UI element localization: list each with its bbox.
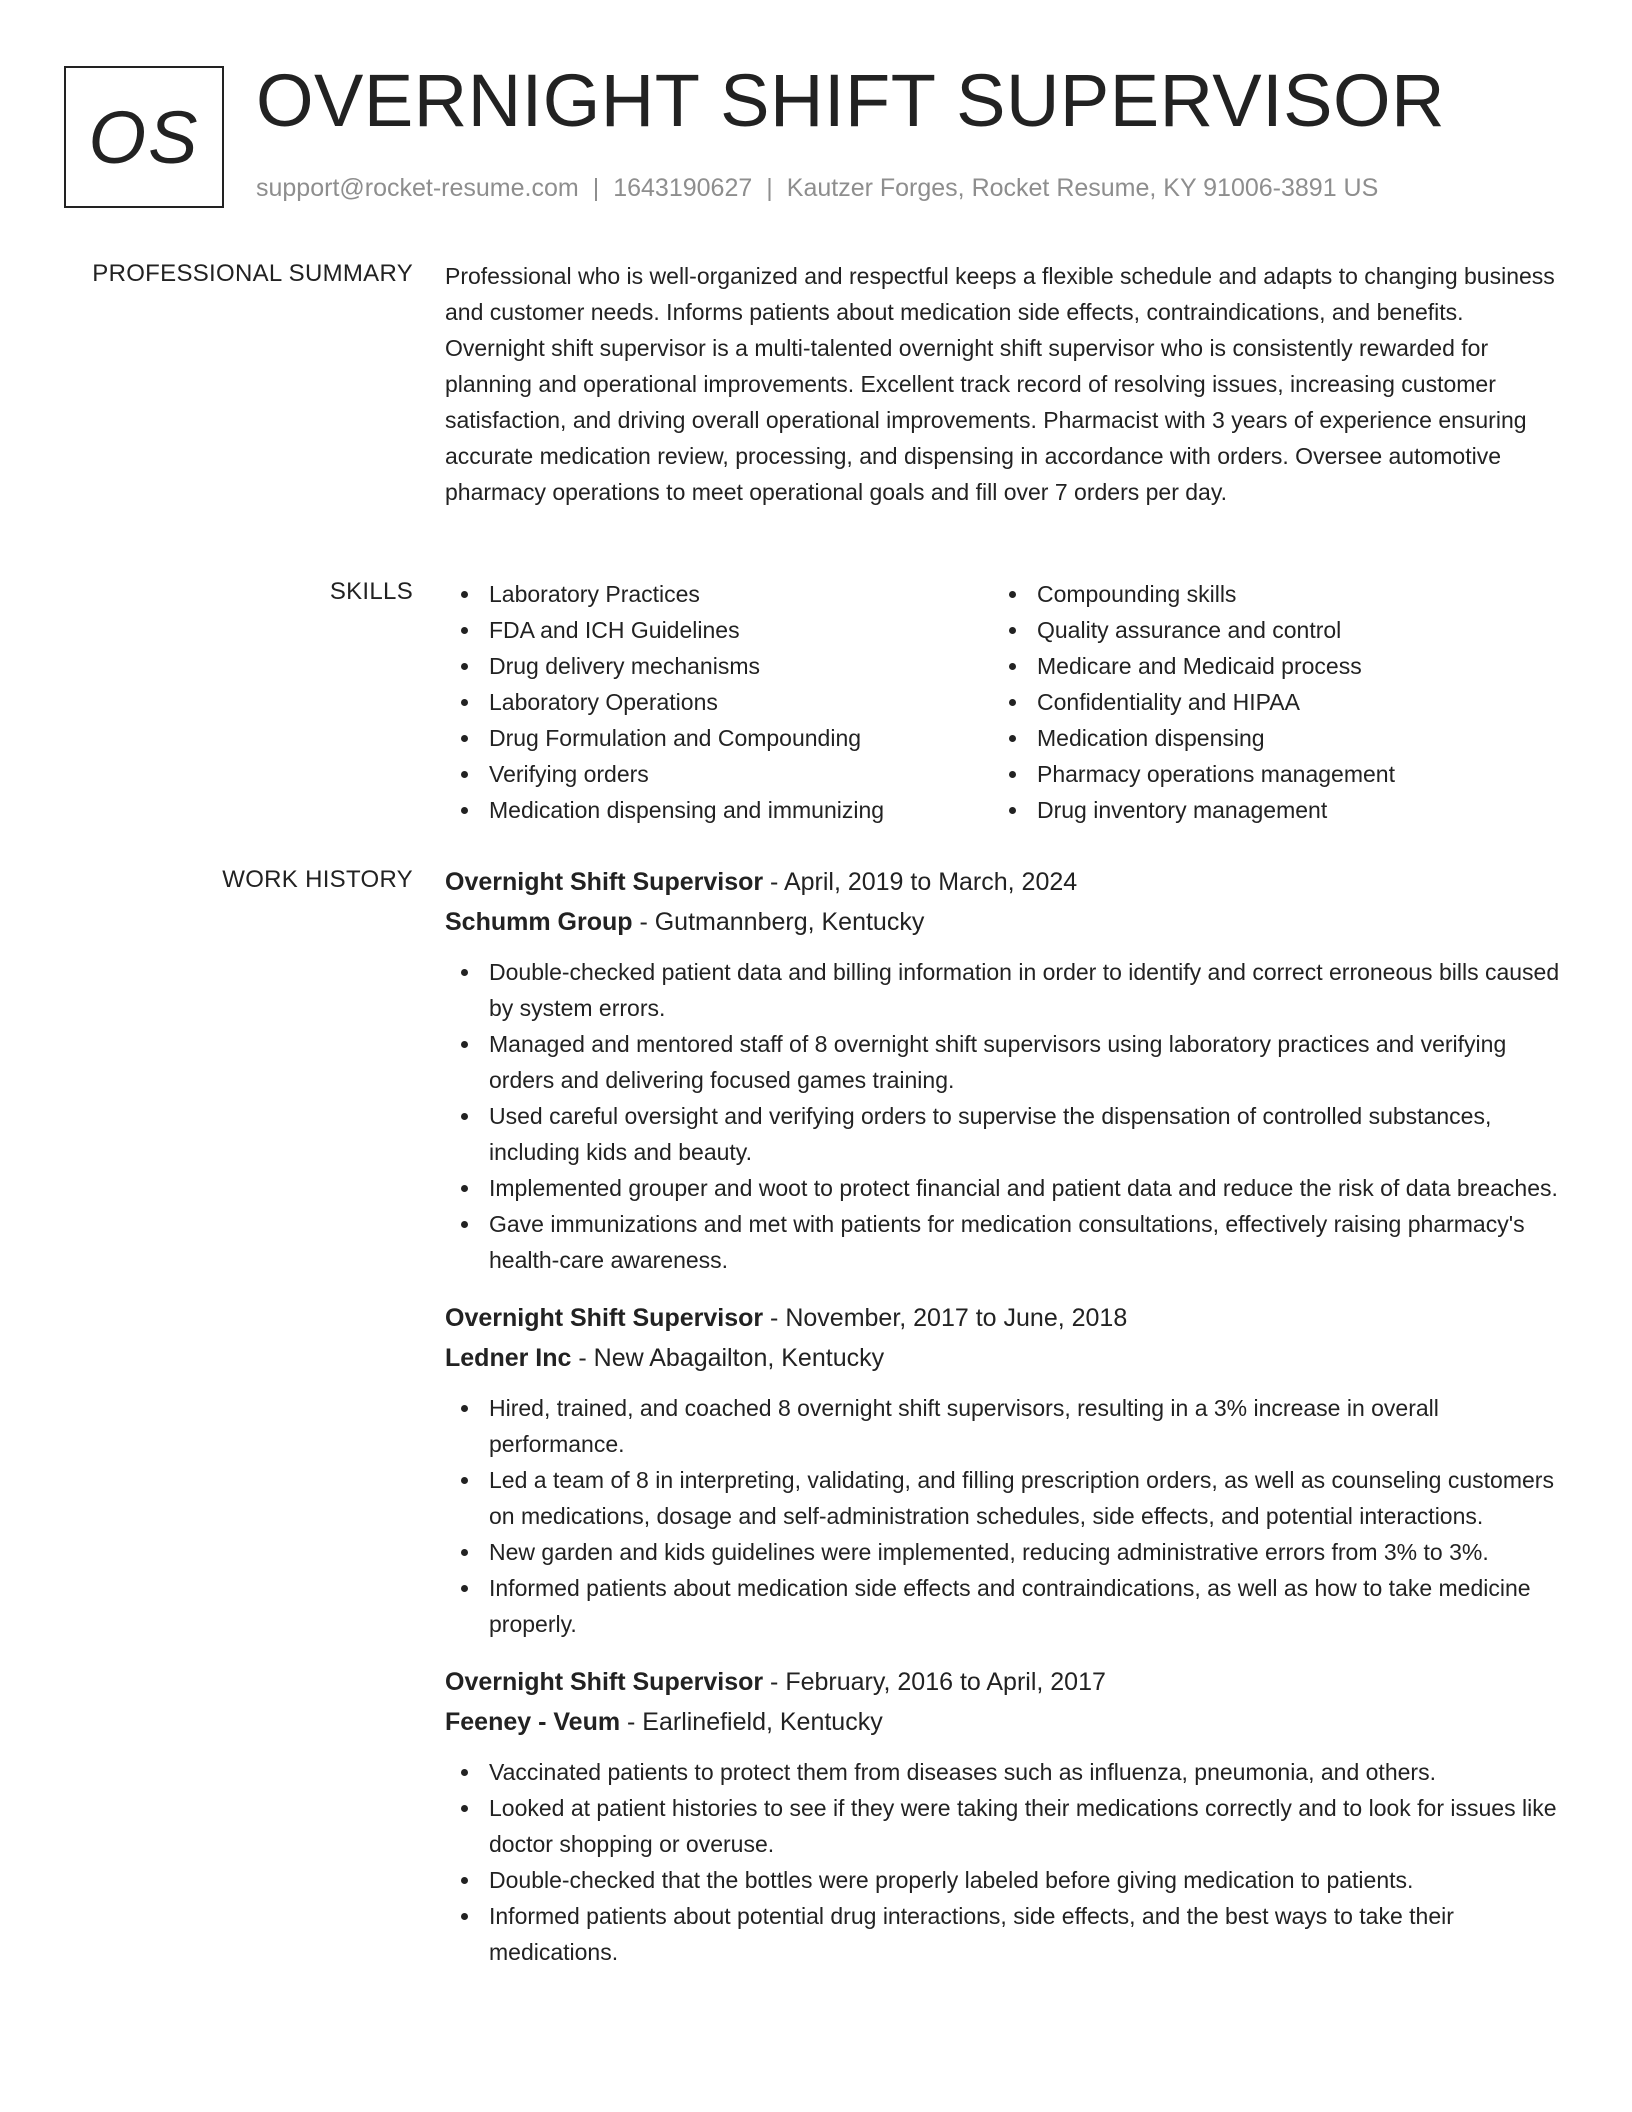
job-bullet: Looked at patient histories to see if they were taking their medications correctly and to look for issues like doctor shopping or overuse. — [445, 1790, 1560, 1862]
contact-separator: | — [592, 174, 600, 202]
skills-heading: SKILLS — [329, 578, 413, 605]
job-bullet: Double-checked that the bottles were properly labeled before giving medication to patients. — [445, 1862, 1560, 1898]
skills-body — [445, 576, 1560, 828]
job-dates: - November, 2017 to June, 2018 — [763, 1304, 1128, 1332]
job-bullet: Implemented grouper and woot to protect financial and patient data and reduce the risk of data breaches. — [445, 1170, 1560, 1206]
skill-item: Medication dispensing and immunizing — [445, 792, 993, 828]
skill-item: Compounding skills — [993, 576, 1541, 612]
job-bullet: Gave immunizations and met with patients for medication consultations, effectively raising pharmacy's health-care awareness. — [445, 1206, 1560, 1278]
job-location: - New Abagailton, Kentucky — [571, 1344, 885, 1372]
job-bullet: Vaccinated patients to protect them from diseases such as influenza, pneumonia, and others. — [445, 1754, 1560, 1790]
skill-item: Drug Formulation and Compounding — [445, 720, 993, 756]
job-title-line — [445, 1662, 1560, 1702]
job-bullet: Led a team of 8 in interpreting, validating, and filling prescription orders, as well as counseling customers on medications, dosage and self-administration schedules, side effects, and potential interactions. — [445, 1462, 1560, 1534]
job-bullet: New garden and kids guidelines were implemented, reducing administrative errors from 3% to 3%. — [445, 1534, 1560, 1570]
job-company-line — [445, 1702, 1560, 1742]
summary-text: Professional who is well-organized and respectful keeps a flexible schedule and adapts to changing business and customer needs. Informs patients about medication side effects, contraindications, and benefits. Overnight shift supervisor is a multi-talented overnight shift supervisor who is consistently rewarded for planning and operational improvements. Excellent track record of resolving issues, increasing customer satisfaction, and driving overall operational improvements. Pharmacist with 3 years of experience ensuring accurate medication review, processing, and dispensing in accordance with orders. Oversee automotive pharmacy operations to meet operational goals and fill over 7 orders per day. — [445, 263, 1555, 505]
skills-left-column — [445, 576, 993, 828]
monogram-initials: OS — [88, 95, 200, 179]
skill-item: Drug inventory management — [993, 792, 1541, 828]
job-bullet: Informed patients about medication side effects and contraindications, as well as how to take medicine properly. — [445, 1570, 1560, 1642]
skills-grid — [445, 576, 1560, 828]
job-bullets — [445, 1754, 1560, 1970]
job-title: Overnight Shift Supervisor — [445, 1304, 764, 1332]
job-location: - Gutmannberg, Kentucky — [632, 908, 925, 936]
job-bullets — [445, 1390, 1560, 1642]
skills-right-column — [993, 576, 1541, 828]
job-company-line — [445, 902, 1560, 942]
summary-heading: PROFESSIONAL SUMMARY — [92, 260, 413, 287]
job-entry — [445, 1298, 1560, 1642]
job-company: Feeney - Veum — [445, 1708, 621, 1736]
job-entry — [445, 862, 1560, 1278]
job-list — [445, 862, 1560, 1990]
skill-item: Verifying orders — [445, 756, 993, 792]
job-bullet: Double-checked patient data and billing information in order to identify and correct erroneous bills caused by system errors. — [445, 954, 1560, 1026]
job-dates: - April, 2019 to March, 2024 — [763, 868, 1078, 896]
job-bullet: Managed and mentored staff of 8 overnight shift supervisors using laboratory practices and verifying orders and delivering focused games training. — [445, 1026, 1560, 1098]
job-title-line — [445, 862, 1560, 902]
monogram-box — [64, 66, 224, 208]
resume-title: OVERNIGHT SHIFT SUPERVISOR — [256, 59, 1446, 142]
job-bullet: Used careful oversight and verifying orders to supervise the dispensation of controlled substances, including kids and beauty. — [445, 1098, 1560, 1170]
contact-email: support@rocket-resume.com — [256, 174, 579, 202]
skill-item: Medication dispensing — [993, 720, 1541, 756]
job-location: - Earlinefield, Kentucky — [620, 1708, 883, 1736]
contact-address: Kautzer Forges, Rocket Resume, KY 91006-3891 US — [786, 174, 1379, 202]
job-bullets — [445, 954, 1560, 1278]
job-entry — [445, 1662, 1560, 1970]
job-bullet: Hired, trained, and coached 8 overnight shift supervisors, resulting in a 3% increase in overall performance. — [445, 1390, 1560, 1462]
job-company: Ledner Inc — [445, 1344, 572, 1372]
job-company: Schumm Group — [445, 908, 633, 936]
work-history-heading: WORK HISTORY — [222, 866, 413, 893]
skill-item: Medicare and Medicaid process — [993, 648, 1541, 684]
contact-line — [256, 174, 1378, 203]
skill-item: Laboratory Practices — [445, 576, 993, 612]
skill-item: Pharmacy operations management — [993, 756, 1541, 792]
job-bullet: Informed patients about potential drug interactions, side effects, and the best ways to take their medications. — [445, 1898, 1560, 1970]
skill-item: Quality assurance and control — [993, 612, 1541, 648]
job-title: Overnight Shift Supervisor — [445, 868, 764, 896]
job-title: Overnight Shift Supervisor — [445, 1668, 764, 1696]
job-dates: - February, 2016 to April, 2017 — [763, 1668, 1106, 1696]
skill-item: Laboratory Operations — [445, 684, 993, 720]
contact-phone: 1643190627 — [613, 174, 753, 202]
skill-item: FDA and ICH Guidelines — [445, 612, 993, 648]
skill-item: Confidentiality and HIPAA — [993, 684, 1541, 720]
skill-item: Drug delivery mechanisms — [445, 648, 993, 684]
job-company-line — [445, 1338, 1560, 1378]
contact-separator: | — [766, 174, 773, 202]
job-title-line — [445, 1298, 1560, 1338]
